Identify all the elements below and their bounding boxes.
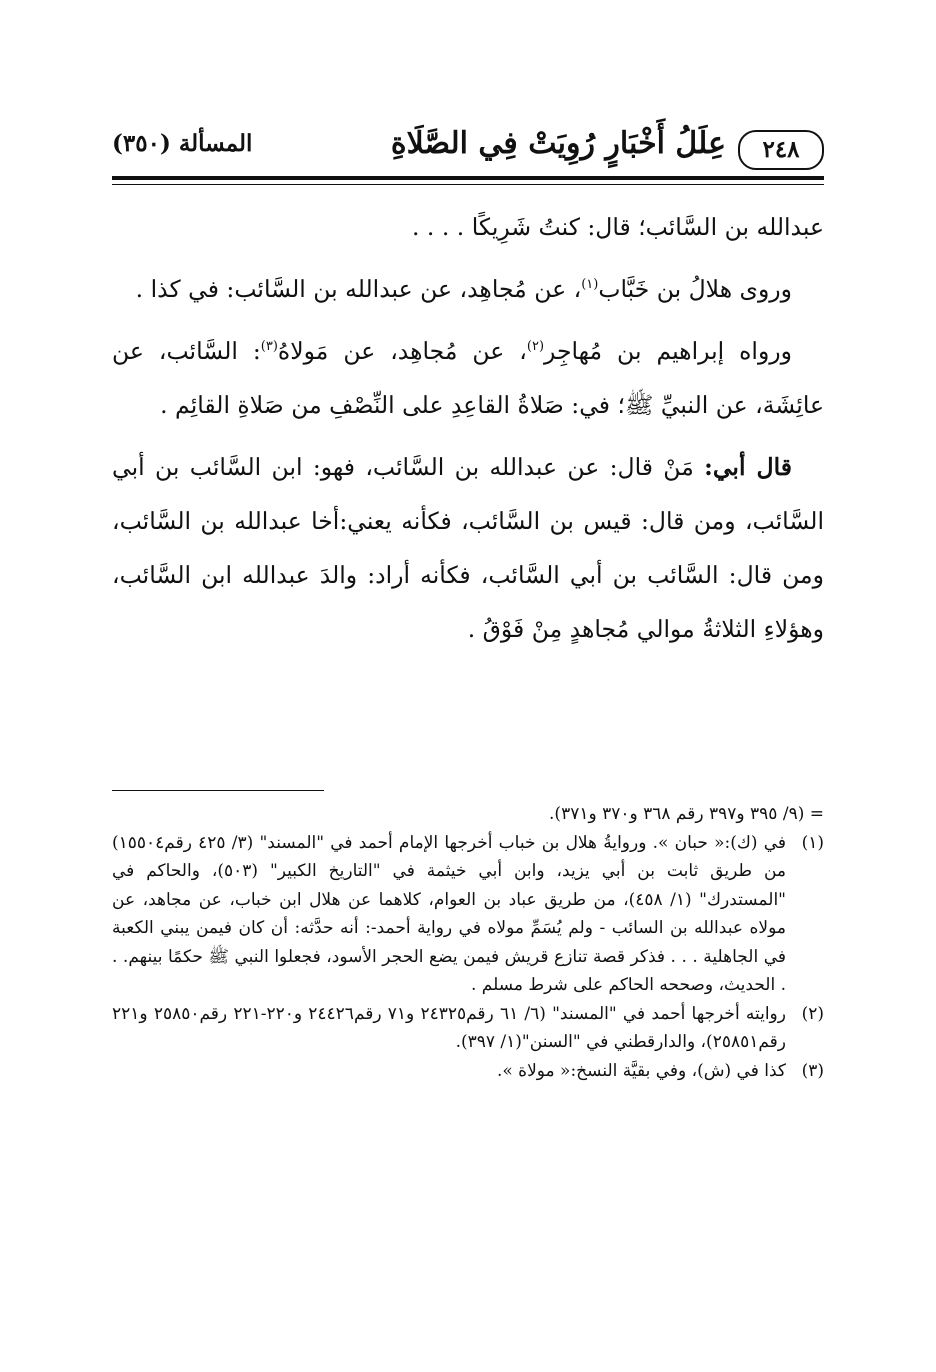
footnote-ref-3: (٣) (260, 339, 278, 355)
footnote-1 (112, 829, 824, 1000)
footnote-1-number: (١) (801, 832, 824, 853)
footnote-continuation (112, 800, 824, 829)
page-number-badge: ٢٤٨ (738, 130, 824, 170)
issue-label: المسألة (٣٥٠) (112, 130, 253, 157)
paragraph-4 (112, 440, 824, 656)
footnote-ref-2: (٢) (526, 339, 545, 355)
paragraph-3-text-b: ، عن مُجاهِد، عن مَولاهُ (277, 337, 527, 365)
paragraph-3-text-c: : السَّائب، عن عائِشَة، عن النبيِّ ﷺ؛ في: صَلاةُ القاعِدِ على النِّصْفِ من صَلاةِ القائِم . (112, 337, 824, 419)
paragraph-3 (112, 324, 824, 432)
footnote-1-text: في (ك):« حبان ». وروايةُ هلال بن خباب أخرجها الإمام أحمد في "المسند" (٣/ ٤٢٥ رقم١٥٥٠٤) من طريق ثابت بن أبي يزيد، وابن أبي خيثمة في "التاريخ الكبير" (٥٠٣)، والحاكم في "المستدرك" (١/ ٤٥٨)، من طريق عباد بن العوام، كلاهما عن هلال ابن خباب، عن مجاهد، عن مولاه عبدالله بن السائب - ولم يُسَمِّ مولاه في رواية أحمد-: أنه حدَّثه: أن كان فيمن يبني الكعبة في الجاهلية . . . فذكر قصة تنازع قريش فيمن يضع الحجر الأسود، فجعلوا النبي ﷺ حكمًا بينهم. . . الحديث، وصححه الحاكم على شرط مسلم . (112, 832, 787, 995)
header-rule-thin (112, 184, 824, 185)
paragraph-3-text-a: ورواه إبراهيم بن مُهاجِر (544, 337, 792, 365)
footnote-3-number: (٣) (801, 1060, 824, 1081)
footnote-ref-1: (١) (581, 277, 599, 293)
paragraph-1 (112, 200, 824, 254)
header-rule-thick (112, 176, 824, 180)
paragraph-2-text-b: ، عن مُجاهِد، عن عبدالله بن السَّائب: في كذا . (135, 275, 582, 303)
footnote-2 (112, 1000, 824, 1057)
footnote-3 (112, 1057, 824, 1086)
paragraph-1-text: عبدالله بن السَّائب؛ قال: كنتُ شَرِيكًا . . . . (411, 213, 824, 241)
footnote-2-text: روايته أخرجها أحمد في "المسند" (٦/ ٦١ رقم٢٤٣٢٥ و٧١ رقم٢٤٤٢٦ و٢٢٠-٢٢١ رقم٢٥٨٥٠ و٢٢١ رقم٢٥٨٥١)، والدارقطني في "السنن"(١/ ٣٩٧). (112, 1003, 786, 1052)
footnote-separator (112, 790, 324, 791)
paragraph-2-text-a: وروى هلالُ بن خَبَّاب (598, 275, 792, 303)
paragraph-4-text: مَنْ قال: عن عبدالله بن السَّائب، فهو: ابن السَّائب بن أبي السَّائب، ومن قال: قيس بن السَّائب، فكأنه يعني:أخا عبدالله بن السَّائب، ومن قال: السَّائب بن أبي السَّائب، فكأنه أراد: والدَ عبدالله ابن السَّائب، وهؤلاءِ الثلاثةُ موالي مُجاهدٍ مِنْ فَوْقُ . (112, 453, 824, 643)
footnotes (112, 800, 824, 1085)
paragraph-2 (112, 262, 824, 316)
page-header (112, 118, 824, 174)
footnote-3-text: كذا في (ش)، وفي بقيَّة النسخ:« مولاة ». (496, 1060, 786, 1081)
book-title: عِلَلُ أَخْبَارٍ رُوِيَتْ فِي الصَّلَاةِ (390, 126, 726, 161)
footnote-2-number: (٢) (801, 1003, 824, 1024)
footnote-continuation-text: = (٩/ ٣٩٥ و٣٩٧ رقم ٣٦٨ و٣٧٠ و٣٧١). (549, 804, 824, 824)
main-text (112, 200, 824, 656)
paragraph-4-lead: قال أبي: (704, 453, 792, 481)
